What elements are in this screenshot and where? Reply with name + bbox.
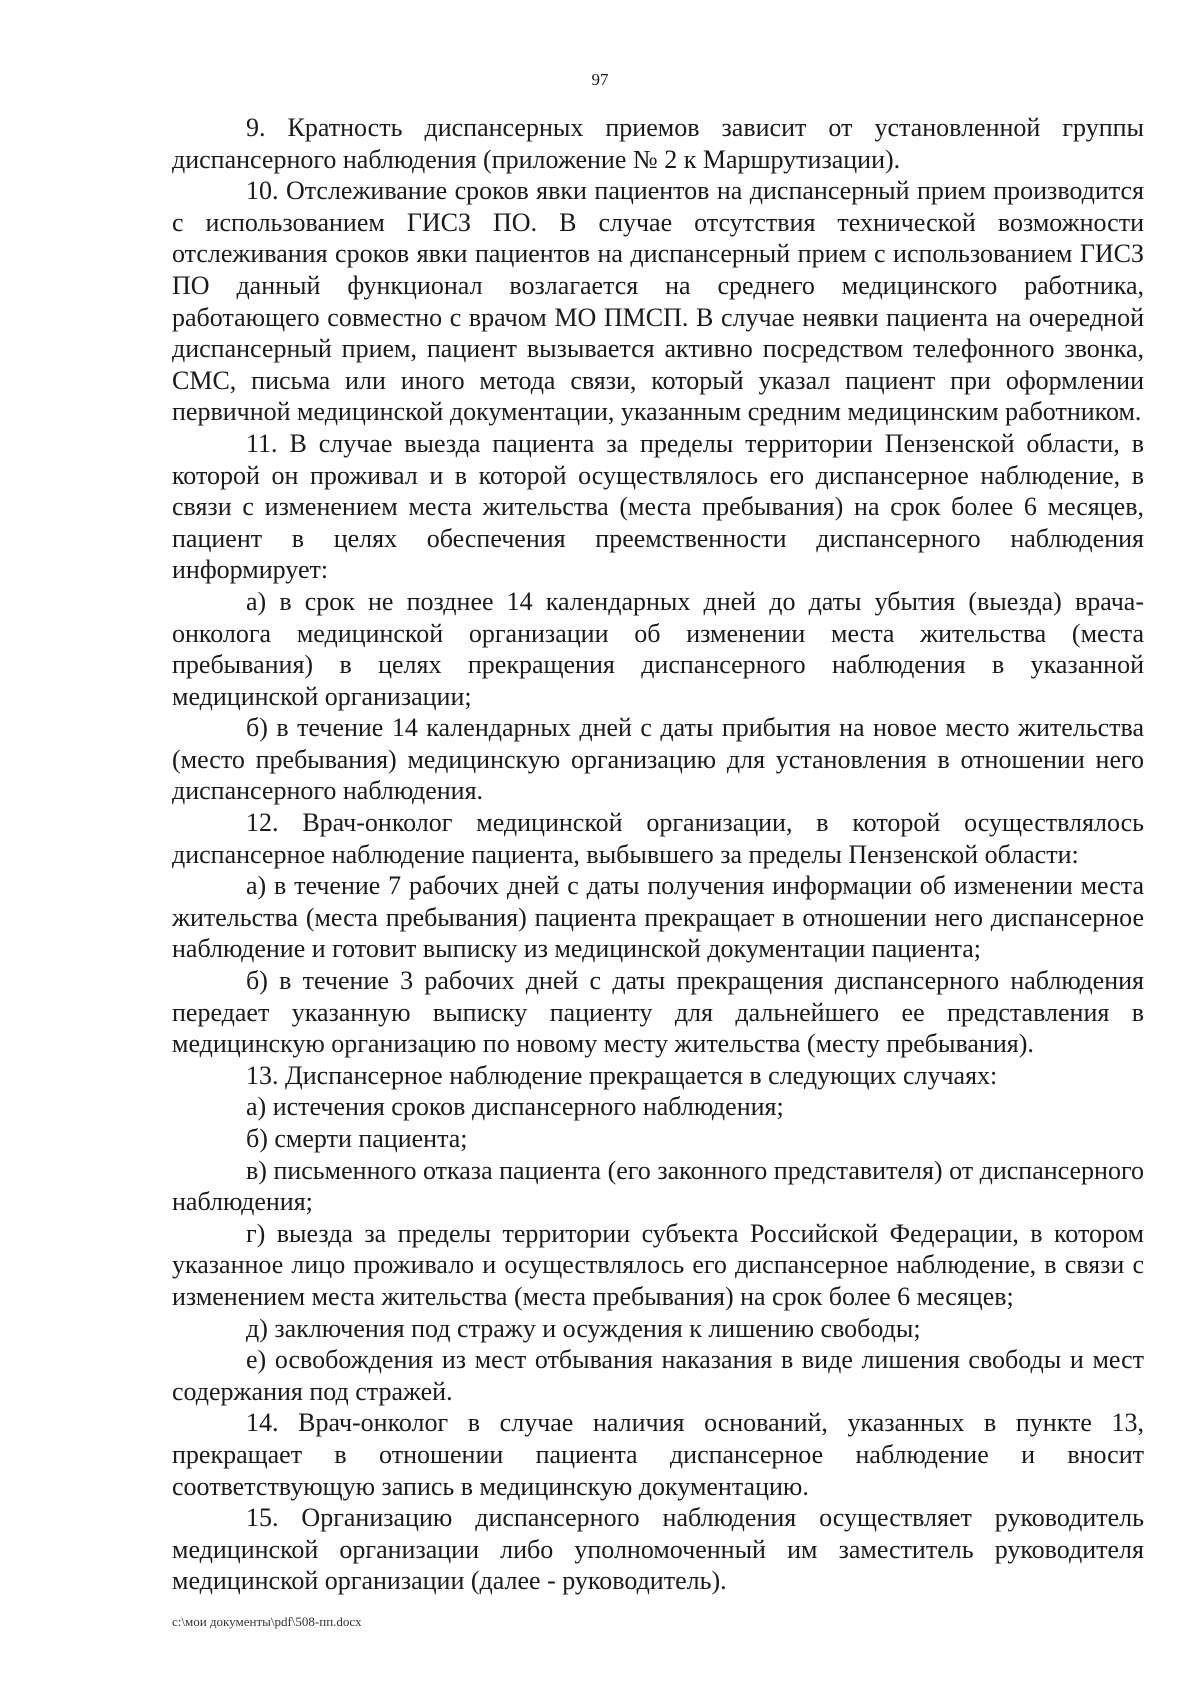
paragraph-13: 13. Диспансерное наблюдение прекращается в следующих случаях: xyxy=(246,1060,998,1090)
paragraph-12: 12. Врач-онколог медицинской организации, в которой осуществлялось диспансерное наблюдение пациента, выбывшего за пределы Пензенской области: xyxy=(172,808,1144,869)
paragraph-10: 10. Отслеживание сроков явки пациентов на диспансерный прием производится с использованием ГИСЗ ПО. В случае отсутствия технической возможности отслеживания сроков явки пациентов на диспансерный прием с использованием ГИСЗ ПО данный функционал возлагается на среднего медицинского работника, работающего совместно с врачом МО ПМСП. В случае неявки пациента на очередной диспансерный прием, пациент вызывается активно посредством телефонного звонка, СМС, письма или иного метода связи, который указал пациент при оформлении первичной медицинской документации, указанным средним медицинским работником. xyxy=(172,176,1144,427)
paragraph-12b: б) в течение 3 рабочих дней с даты прекращения диспансерного наблюдения передает указанную выписку пациенту для дальнейшего ее представления в медицинскую организацию по новому месту жительства (месту пребывания). xyxy=(172,966,1144,1059)
paragraph-12a: а) в течение 7 рабочих дней с даты получения информации об изменении места жительства (места пребывания) пациента прекращает в отношении него диспансерное наблюдение и готовит выписку из медицинской документации пациента; xyxy=(172,871,1144,964)
paragraph-11: 11. В случае выезда пациента за пределы территории Пензенской области, в которой он проживал и в которой осуществлялось его диспансерное наблюдение, в связи с изменением места жительства (места пребывания) на срок более 6 месяцев, пациент в целях обеспечения преемственности диспансерного наблюдения информирует: xyxy=(172,428,1144,585)
footer-file-path: c:\мои документы\pdf\508-пп.docx xyxy=(172,1614,362,1629)
document-body xyxy=(172,112,1144,1597)
paragraph-13a: а) истечения сроков диспансерного наблюдения; xyxy=(246,1092,784,1122)
paragraph-9: 9. Кратность диспансерных приемов зависит от установленной группы диспансерного наблюдения (приложение № 2 к Маршрутизации). xyxy=(172,113,1144,174)
paragraph-11b: б) в течение 14 календарных дней с даты прибытия на новое место жительства (место пребывания) медицинскую организацию для установления в отношении него диспансерного наблюдения. xyxy=(172,713,1144,806)
page-number: 97 xyxy=(591,70,609,89)
paragraph-13f: е) освобождения из мест отбывания наказания в виде лишения свободы и мест содержания под стражей. xyxy=(172,1345,1144,1406)
paragraph-11a: а) в срок не позднее 14 календарных дней до даты убытия (выезда) врача-онколога медицинской организации об изменении места жительства (места пребывания) в целях прекращения диспансерного наблюдения в указанной медицинской организации; xyxy=(172,586,1144,711)
paragraph-13e: д) заключения под стражу и осуждения к лишению свободы; xyxy=(246,1313,921,1343)
paragraph-13c: в) письменного отказа пациента (его законного представителя) от диспансерного наблюдения; xyxy=(172,1155,1144,1217)
paragraph-15: 15. Организацию диспансерного наблюдения осуществляет руководитель медицинской организации либо уполномоченный им заместитель руководителя медицинской организации (далее - руководитель). xyxy=(172,1503,1144,1596)
paragraph-13d: г) выезда за пределы территории субъекта Российской Федерации, в котором указанное лицо проживало и осуществлялось его диспансерное наблюдение, в связи с изменением места жительства (места пребывания) на срок более 6 месяцев; xyxy=(172,1218,1144,1311)
paragraph-14: 14. Врач-онколог в случае наличия оснований, указанных в пункте 13, прекращает в отношении пациента диспансерное наблюдение и вносит соответствующую запись в медицинскую документацию. xyxy=(172,1408,1144,1501)
paragraph-13b: б) смерти пациента; xyxy=(246,1124,468,1153)
